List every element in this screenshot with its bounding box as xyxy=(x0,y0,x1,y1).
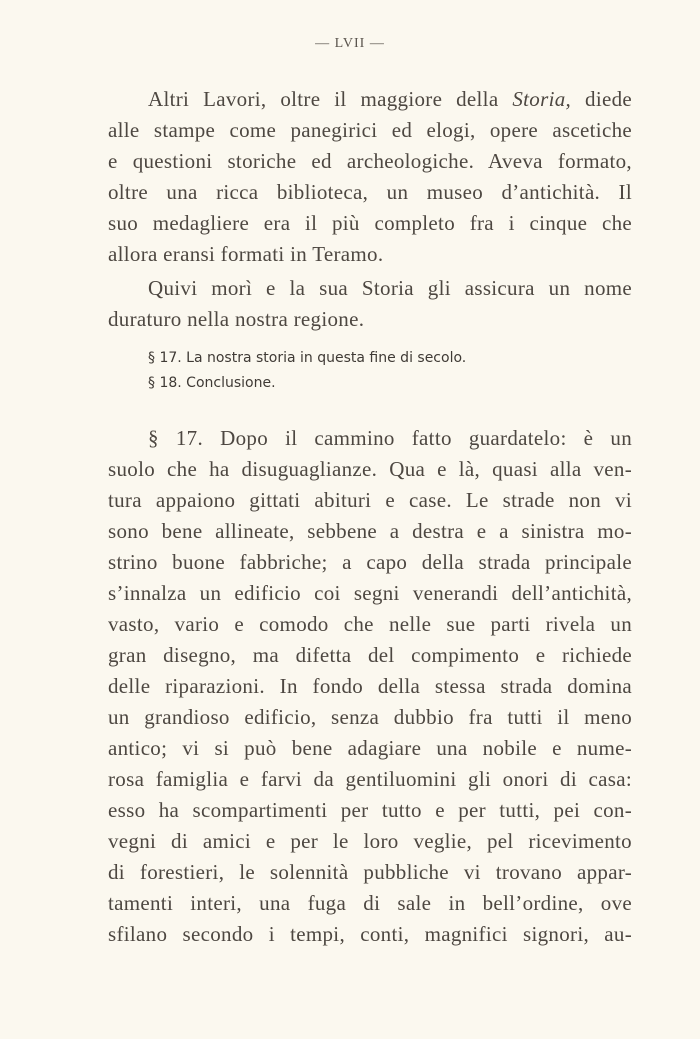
text-line: sono bene allineate, sebbene a destra e a sinistra mo- xyxy=(108,519,632,543)
text-line: gran disegno, ma difetta del compimento e richiede xyxy=(108,643,632,667)
text-line: suo medagliere era il più completo fra i cinque che xyxy=(108,211,632,235)
text-line: esso ha scompartimenti per tutto e per tutti, pei con- xyxy=(108,798,632,822)
text-line: delle riparazioni. In fondo della stessa strada domina xyxy=(108,674,632,698)
text-line: Quivi morì e la sua Storia gli assicura un nome xyxy=(148,276,632,300)
text-line: rosa famiglia e farvi da gentiluomini gli onori di casa: xyxy=(108,767,632,791)
text-line: un grandioso edificio, senza dubbio fra tutti il meno xyxy=(108,705,632,729)
text-line: s’innalza un edificio coi segni venerandi dell’antichità, xyxy=(108,581,632,605)
italic-text: Storia, xyxy=(512,87,572,111)
section-summary xyxy=(148,346,466,396)
text-line: vasto, vario e comodo che nelle sue parti rivela un xyxy=(108,612,632,636)
text-line: strino buone fabbriche; a capo della strada principale xyxy=(108,550,632,574)
text-line: di forestieri, le solennità pubbliche vi trovano appar- xyxy=(108,860,632,884)
text-line: sfilano secondo i tempi, conti, magnifici signori, au- xyxy=(108,922,632,946)
page-number-header: — LVII — xyxy=(315,36,385,51)
text-line: vegni di amici e per le loro veglie, pel ricevimento xyxy=(108,829,632,853)
paragraph-section-17 xyxy=(108,423,632,950)
text-line: suolo che ha disuguaglianze. Qua e là, quasi alla ven- xyxy=(108,457,632,481)
text-line: Altri Lavori, oltre il maggiore della Storia, diede xyxy=(148,87,632,111)
summary-item-17: § 17. La nostra storia in questa fine di secolo. xyxy=(148,350,467,366)
text-line: antico; vi si può bene adagiare una nobile e nume- xyxy=(108,736,632,760)
text-line: e questioni storiche ed archeologiche. Aveva formato, xyxy=(108,149,632,173)
text-line: § 17. Dopo il cammino fatto guardatelo: è un xyxy=(148,426,632,450)
text-line: allora eransi formati in Teramo. xyxy=(108,242,384,266)
summary-item-18: § 18. Conclusione. xyxy=(148,375,276,391)
paragraph-quivi-mori xyxy=(108,273,632,335)
text-line: tura appaiono gittati abituri e case. Le strade non vi xyxy=(108,488,632,512)
text-line: tamenti interi, una fuga di sale in bell’ordine, ove xyxy=(108,891,632,915)
text-line: alle stampe come panegirici ed elogi, opere ascetiche xyxy=(108,118,632,142)
paragraph-altri-lavori xyxy=(108,84,632,270)
text-line: duraturo nella nostra regione. xyxy=(108,307,365,331)
text-line: oltre una ricca biblioteca, un museo d’antichità. Il xyxy=(108,180,632,204)
